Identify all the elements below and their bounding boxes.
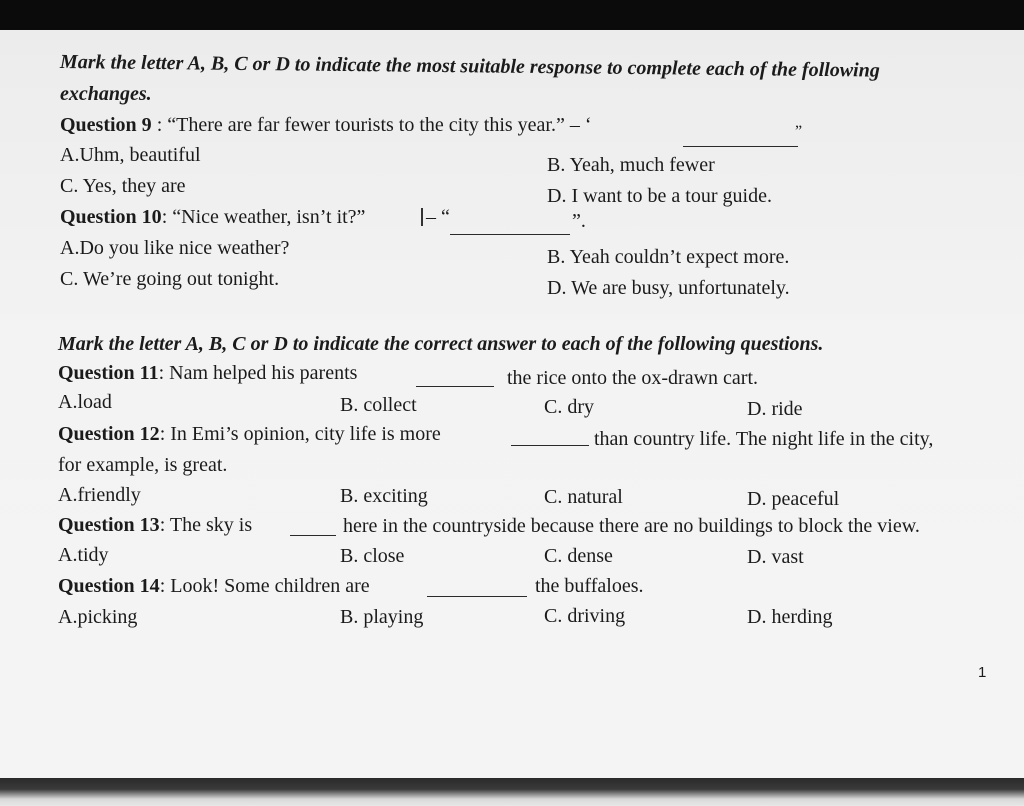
section2-instruction: Mark the letter A, B, C or D to indicate the correct answer to each of the following questions.	[58, 333, 824, 355]
question-9-option-a[interactable]: A.Uhm, beautiful	[60, 144, 201, 166]
question-11-option-a[interactable]: A.load	[58, 391, 112, 413]
question-10-option-a[interactable]: A.Do you like nice weather?	[60, 237, 290, 259]
question-13-text: The sky is	[169, 514, 253, 536]
question-14-text-after: the buffaloes.	[535, 575, 644, 597]
question-14-blank[interactable]	[427, 596, 527, 597]
question-14	[58, 574, 370, 598]
monitor-bezel	[0, 778, 1024, 806]
question-9-option-d[interactable]: D. I want to be a tour guide.	[547, 185, 772, 207]
question-12-text: In Emi’s opinion, city life is more	[170, 423, 441, 445]
question-12-text-after: than country life. The night life in the city,	[594, 428, 934, 450]
page-number: 1	[978, 664, 987, 681]
text-cursor-icon	[421, 208, 423, 226]
question-14-option-a[interactable]: A.picking	[58, 606, 138, 628]
question-10-text: “Nice weather, isn’t it?”	[172, 206, 366, 228]
question-11	[58, 361, 357, 385]
question-12-text-line2: for example, is great.	[58, 454, 228, 476]
question-10-option-c[interactable]: C. We’re going out tonight.	[60, 268, 280, 290]
section1-instruction: Mark the letter A, B, C or D to indicate the most suitable response to complete each of the following	[59, 51, 880, 82]
question-10-label: Question 10	[60, 206, 162, 228]
question-12-option-a[interactable]: A.friendly	[58, 484, 141, 506]
question-10-close-quote: ”.	[572, 210, 586, 232]
question-11-text-after: the rice onto the ox-drawn cart.	[507, 367, 759, 389]
question-14-text: Look! Some children are	[170, 575, 370, 597]
question-14-separator: :	[159, 575, 171, 597]
question-13-separator: :	[159, 514, 170, 536]
question-9-close-quote: ”	[795, 123, 803, 140]
question-11-option-c[interactable]: C. dry	[544, 396, 594, 418]
question-13-label: Question 13	[58, 514, 160, 536]
question-13-text-after: here in the countryside because there are no buildings to block the view.	[343, 515, 920, 537]
question-14-option-b[interactable]: B. playing	[340, 606, 424, 628]
question-13-option-d[interactable]: D. vast	[747, 546, 804, 568]
question-13-option-c[interactable]: C. dense	[544, 545, 613, 567]
question-13-option-b[interactable]: B. close	[340, 545, 405, 567]
question-11-label: Question 11	[58, 362, 159, 384]
question-9-option-b[interactable]: B. Yeah, much fewer	[547, 154, 715, 176]
question-11-option-b[interactable]: B. collect	[340, 394, 417, 416]
section1-instruction-cont: exchanges.	[60, 83, 152, 105]
question-9-label: Question 9	[60, 114, 152, 136]
question-13	[58, 513, 252, 537]
question-10-blank[interactable]	[450, 234, 570, 235]
question-14-option-d[interactable]: D. herding	[747, 606, 833, 628]
question-11-blank[interactable]	[416, 386, 494, 387]
question-11-option-d[interactable]: D. ride	[747, 398, 803, 420]
question-9-blank[interactable]	[683, 146, 798, 147]
question-12-option-c[interactable]: C. natural	[544, 486, 623, 508]
question-10-option-b[interactable]: B. Yeah couldn’t expect more.	[547, 246, 790, 268]
question-14-label: Question 14	[58, 575, 160, 597]
question-12-option-b[interactable]: B. exciting	[340, 485, 428, 507]
question-12-separator: :	[159, 423, 171, 445]
question-11-separator: :	[158, 362, 170, 384]
question-10-separator: :	[161, 206, 173, 228]
question-12-blank[interactable]	[511, 445, 589, 446]
question-11-text: Nam helped his parents	[169, 362, 358, 384]
question-13-blank[interactable]	[290, 535, 336, 536]
question-10-open-quote: – “	[426, 206, 450, 228]
question-10	[60, 205, 365, 229]
question-9	[60, 113, 592, 137]
question-10-option-d[interactable]: D. We are busy, unfortunately.	[547, 277, 790, 299]
question-9-option-c[interactable]: C. Yes, they are	[60, 175, 186, 197]
question-9-separator: :	[151, 114, 168, 136]
question-13-option-a[interactable]: A.tidy	[58, 544, 109, 566]
question-12	[58, 422, 441, 446]
question-12-option-d[interactable]: D. peaceful	[747, 488, 840, 510]
question-14-option-c[interactable]: C. driving	[544, 605, 626, 627]
question-12-label: Question 12	[58, 423, 160, 445]
question-9-text: “There are far fewer tourists to the city this year.” – ‘	[167, 114, 592, 136]
